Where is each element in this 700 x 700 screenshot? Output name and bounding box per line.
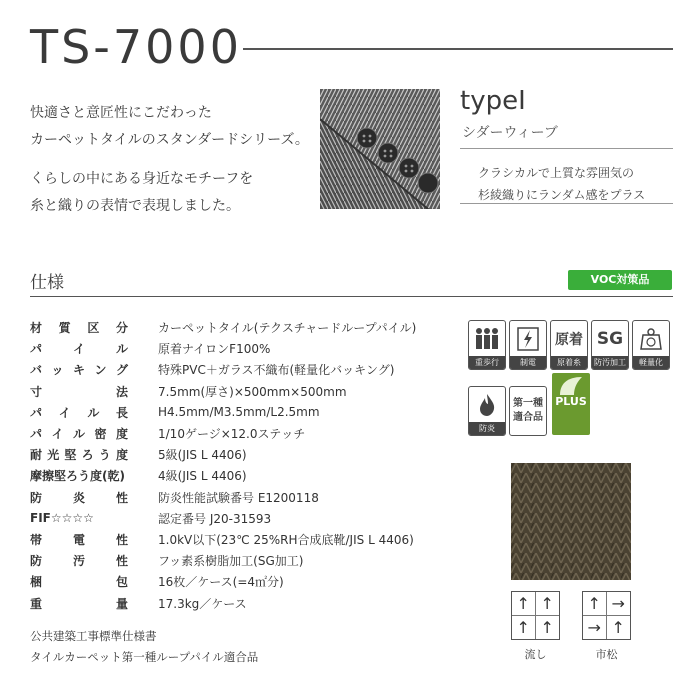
spec-label: 寸 法 [30,384,128,399]
spec-label: 防 汚 性 [30,554,128,569]
layout-arrow: ↑ [583,592,607,616]
spec-label: パ イ ル [30,342,128,357]
compliance-note-line: タイルカーペット第一種ループパイル適合品 [30,650,259,664]
layout-arrow: ↑ [540,617,554,637]
type-description-line: 杉綾織りにランダム感をプラス [478,188,646,202]
spec-row [30,592,416,613]
layout-diagram-straight [511,591,560,640]
spec-value: H4.5mm/M3.5mm/L2.5mm [158,405,320,420]
lightweight-icon [632,320,670,370]
spec-row [30,444,416,465]
spec-label: 帯 電 性 [30,532,128,547]
spec-label: 摩擦堅ろう度(乾) [30,469,125,484]
spec-row [30,338,416,359]
cri-green-label-plus-badge: PLUS [552,373,590,435]
class1-compliant-icon: 第一種 適合品 [509,386,547,436]
layout-arrow: ↑ [512,616,536,640]
layout-arrow: → [583,616,607,640]
spec-value: 1/10ゲージ×12.0ステッチ [158,427,306,442]
type-name: typeI [460,86,526,116]
intro-text [30,100,309,220]
intro-line: 快適さと意匠性にこだわった [30,105,212,121]
spec-label: パ イ ル 密 度 [30,427,128,442]
spec-label: パ イ ル 長 [30,405,128,420]
layout-arrow: ↑ [536,592,560,616]
icon-caption: 制電 [510,356,546,369]
spec-label: FIF☆☆☆☆ [30,511,94,526]
type-subtitle: シダーウィーブ [462,125,558,141]
spec-value: 16枚／ケース(=4㎡分) [158,575,284,590]
spec-row [30,423,416,444]
spec-heading: 仕様 [30,273,64,293]
type-description [478,162,645,206]
spec-label: 防 炎 性 [30,490,128,505]
dyed-yarn-icon: 原着 原着糸 [550,320,588,370]
spec-label: バ ッ キ ン グ [30,363,128,378]
herringbone-jacket-photo [320,89,440,209]
spec-value: 1.0kV以下(23℃ 25%RH合成底靴/JIS L 4406) [158,532,414,547]
intro-line: カーペットタイルのスタンダードシリーズ。 [30,132,309,148]
icon-caption: 軽量化 [633,356,669,369]
spec-value: 認定番号 J20-31593 [158,511,272,526]
icon-caption: 原着糸 [551,356,587,369]
page-title: TS-7000 [30,20,242,74]
spec-value: 5級(JIS L 4406) [158,448,247,463]
spec-row [30,402,416,423]
icon-caption: 防汚加工 [594,358,626,367]
type-divider [460,148,673,149]
intro-line: 糸と織りの表情で表現しました。 [30,198,240,214]
intro-line: くらしの中にある身近なモチーフを [30,171,254,187]
spec-value: 防炎性能試験番号 E1200118 [158,490,319,505]
spec-row [30,508,416,529]
spec-table [30,317,416,614]
spec-row [30,550,416,571]
spec-label: 耐 光 堅 ろ う 度 [30,448,128,463]
spec-row [30,381,416,402]
spec-label: 重 量 [30,596,128,611]
spec-value: カーペットタイル(テクスチャードループパイル) [158,321,417,336]
flameproof-icon [468,386,506,436]
spec-row [30,465,416,486]
spec-value: 17.3kg／ケース [158,596,247,611]
compliance-note [30,626,258,668]
spec-value: 7.5mm(厚さ)×500mm×500mm [158,384,347,399]
heavy-walking-icon [468,320,506,370]
icon-caption: 防炎 [469,422,505,435]
spec-row [30,317,416,338]
title-rule [243,48,673,50]
icon-caption: 重歩行 [469,356,505,369]
spec-value: 特殊PVC＋ガラス不織布(軽量化バッキング) [158,363,395,378]
spec-row [30,487,416,508]
antistatic-icon [509,320,547,370]
spec-label: 梱 包 [30,575,128,590]
layout-label: 流し [524,648,547,661]
spec-value: フッ素系樹脂加工(SG加工) [158,554,304,569]
spec-label: 材 質 区 分 [30,321,128,336]
layout-arrow: ↑ [611,617,625,637]
type-divider-bottom [460,203,673,204]
type-description-line: クラシカルで上質な雰囲気の [478,166,635,180]
spec-row [30,359,416,380]
spec-row [30,529,416,550]
spec-row [30,571,416,592]
carpet-sample-swatch [511,463,631,580]
spec-value: 原着ナイロンF100% [158,342,271,357]
layout-arrow: → [607,592,631,616]
spec-rule [30,296,673,297]
stain-resistant-icon: SG 防汚加工 [591,320,629,370]
voc-badge: VOC対策品 [568,270,672,290]
layout-label: 市松 [595,648,618,661]
spec-value: 4級(JIS L 4406) [158,469,247,484]
layout-diagram-checker [582,591,631,640]
compliance-note-line: 公共建築工事標準仕様書 [30,629,157,643]
layout-arrow: ↑ [512,592,536,616]
